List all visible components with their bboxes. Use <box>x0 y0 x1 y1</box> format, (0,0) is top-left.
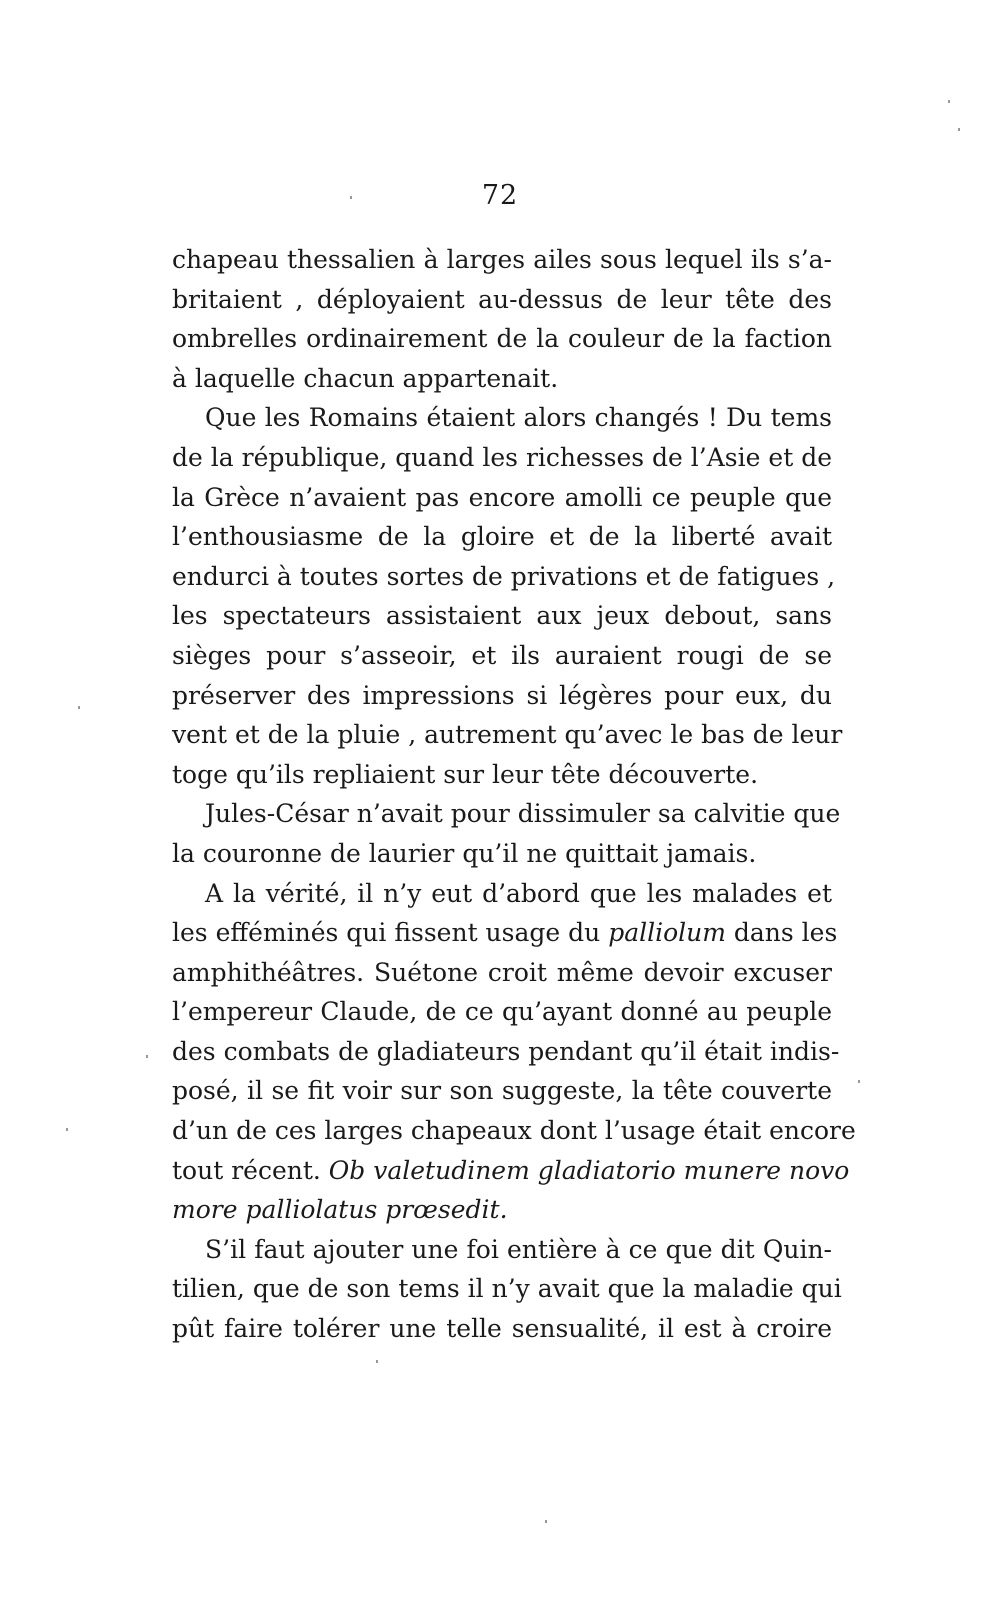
text-line: amphithéâtres. Suétone croit même devoir excuser <box>172 957 832 987</box>
text-line: les spectateurs assistaient aux jeux debout, sans <box>172 601 832 631</box>
text-line: l’empereur Claude, de ce qu’ayant donné au peuple <box>172 997 832 1027</box>
text-line: de la république, quand les richesses de l’Asie et de <box>172 442 832 472</box>
text-line: pût faire tolérer une telle sensualité, il est à croire <box>172 1314 832 1344</box>
text-line: S’il faut ajouter une foi entière à ce que dit Quin- <box>205 1234 832 1264</box>
text-line: vent et de la pluie , autrement qu’avec le bas de leur <box>172 720 843 750</box>
text-span: tout récent. <box>172 1155 329 1185</box>
text-line: toge qu’ils repliaient sur leur tête découverte. <box>172 759 759 789</box>
text-line: Que les Romains étaient alors changés ! Du tems <box>205 403 832 433</box>
text-span: les efféminés qui fissent usage du <box>172 918 609 948</box>
text-span: dans les <box>725 918 838 948</box>
text-line: ombrelles ordinairement de la couleur de la faction <box>172 324 832 354</box>
text-line: posé, il se fit voir sur son suggeste, la tête couverte <box>172 1076 832 1106</box>
text-line: A la vérité, il n’y eut d’abord que les malades et <box>205 878 832 908</box>
italic-text: Ob valetudinem gladiatorio munere novo <box>328 1155 850 1185</box>
body-text <box>172 240 856 1349</box>
page-number: 72 <box>481 180 519 211</box>
text-line <box>172 1190 832 1230</box>
text-line <box>172 1151 850 1191</box>
text-line: tilien, que de son tems il n’y avait que la maladie qui <box>172 1274 842 1304</box>
text-line: d’un de ces larges chapeaux dont l’usage était encore <box>172 1116 856 1146</box>
text-line: des combats de gladiateurs pendant qu’il était indis- <box>172 1036 840 1066</box>
text-line: britaient , déployaient au-dessus de leur tête des <box>172 284 832 314</box>
scan-speck <box>948 100 950 103</box>
text-line: chapeau thessalien à larges ailes sous lequel ils s’a- <box>172 245 832 274</box>
text-line: la couronne de laurier qu’il ne quittait jamais. <box>172 838 757 868</box>
scan-speck <box>545 1520 547 1523</box>
scan-speck <box>146 1055 148 1058</box>
text-line: sièges pour s’asseoir, et ils auraient rougi de se <box>172 640 832 670</box>
scan-speck <box>78 706 80 709</box>
scan-speck <box>858 1080 860 1083</box>
scan-speck <box>350 196 352 199</box>
text-line: préserver des impressions si légères pour eux, du <box>172 680 832 710</box>
scan-speck <box>958 128 960 131</box>
scan-speck <box>376 1360 378 1363</box>
text-line: Jules-César n’avait pour dissimuler sa calvitie que <box>205 799 841 829</box>
text-line: à laquelle chacun appartenait. <box>172 363 559 393</box>
text-line <box>172 913 838 953</box>
text-line: l’enthousiasme de la gloire et de la liberté avait <box>172 522 832 552</box>
italic-text: palliolum <box>608 918 726 948</box>
text-line: endurci à toutes sortes de privations et de fatigues , <box>172 561 836 591</box>
italic-text: more palliolatus prœsedit. <box>172 1195 508 1225</box>
text-line: la Grèce n’avaient pas encore amolli ce peuple que <box>172 482 832 512</box>
scan-speck <box>66 1128 68 1131</box>
